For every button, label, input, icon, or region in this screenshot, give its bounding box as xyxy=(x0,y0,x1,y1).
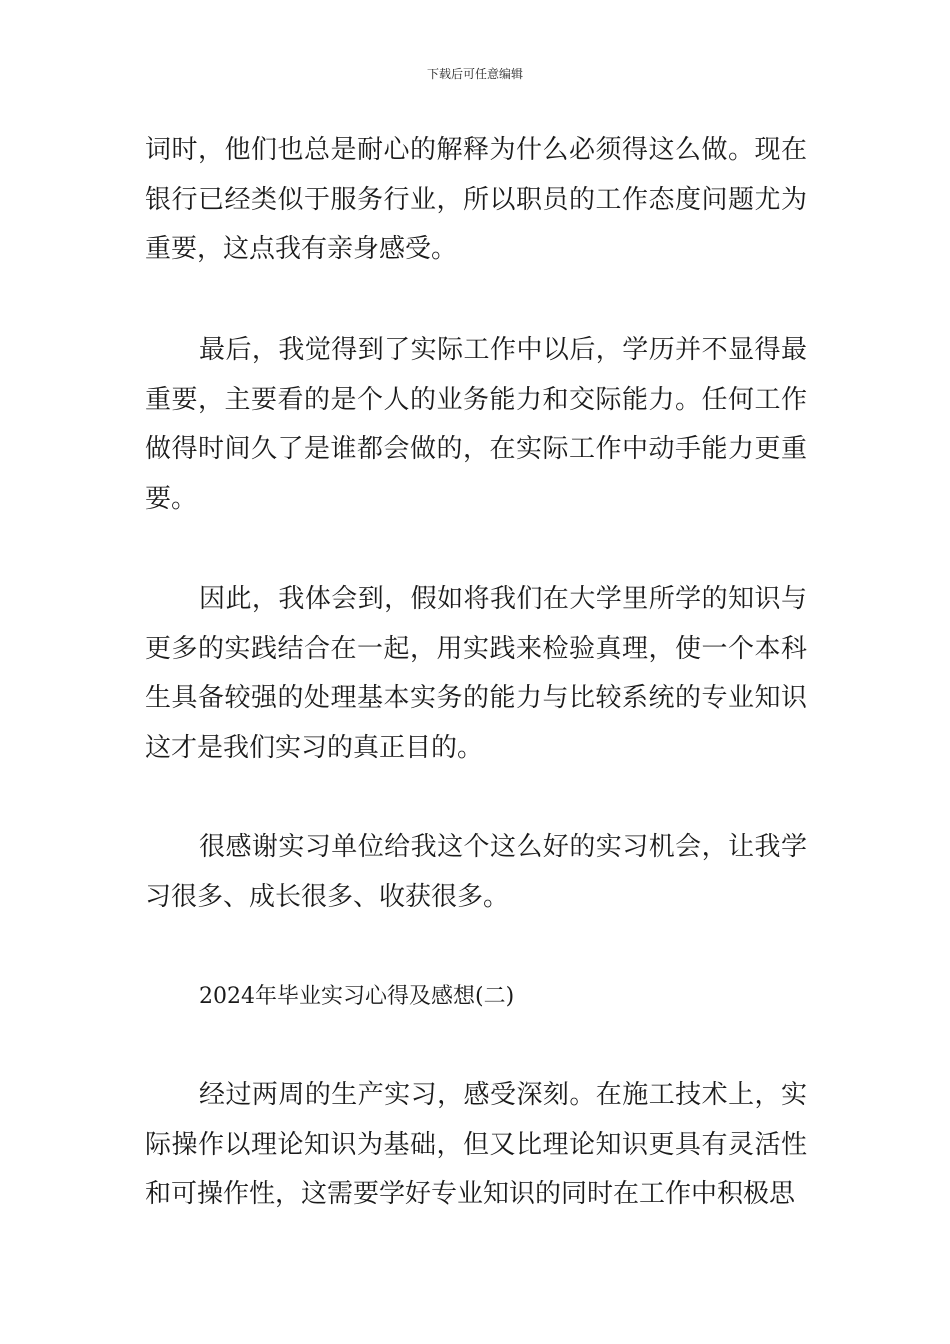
paragraph-3: 因此，我体会到，假如将我们在大学里所学的知识与更多的实践结合在一起，用实践来检验真理，使一个本科生具备较强的处理基本实务的能力与比较系统的专业知识这才是我们实习的真正目的。 xyxy=(145,584,807,763)
paragraph-block-3 xyxy=(145,575,807,773)
paragraph-1: 词时，他们也总是耐心的解释为什么必须得这么做。现在银行已经类似于服务行业，所以职员的工作态度问题尤为重要，这点我有亲身感受。 xyxy=(145,135,807,264)
paragraph-block-5 xyxy=(145,1071,807,1220)
paragraph-continuation xyxy=(145,126,807,275)
paragraph-5: 经过两周的生产实习，感受深刻。在施工技术上，实际操作以理论知识为基础，但又比理论知识更具有灵活性和可操作性，这需要学好专业知识的同时在工作中积极思 xyxy=(145,1080,807,1209)
paragraph-block-2 xyxy=(145,326,807,524)
paragraph-2: 最后，我觉得到了实际工作中以后，学历并不显得最重要，主要看的是个人的业务能力和交际能力。任何工作做得时间久了是谁都会做的，在实际工作中动手能力更重要。 xyxy=(145,335,807,514)
section-heading: 2024年毕业实习心得及感想(二) xyxy=(199,984,515,1009)
page-header: 下载后可任意编辑 xyxy=(426,67,523,81)
paragraph-4: 很感谢实习单位给我这个这么好的实习机会，让我学习很多、成长很多、收获很多。 xyxy=(145,832,807,912)
paragraph-block-4 xyxy=(145,823,807,922)
